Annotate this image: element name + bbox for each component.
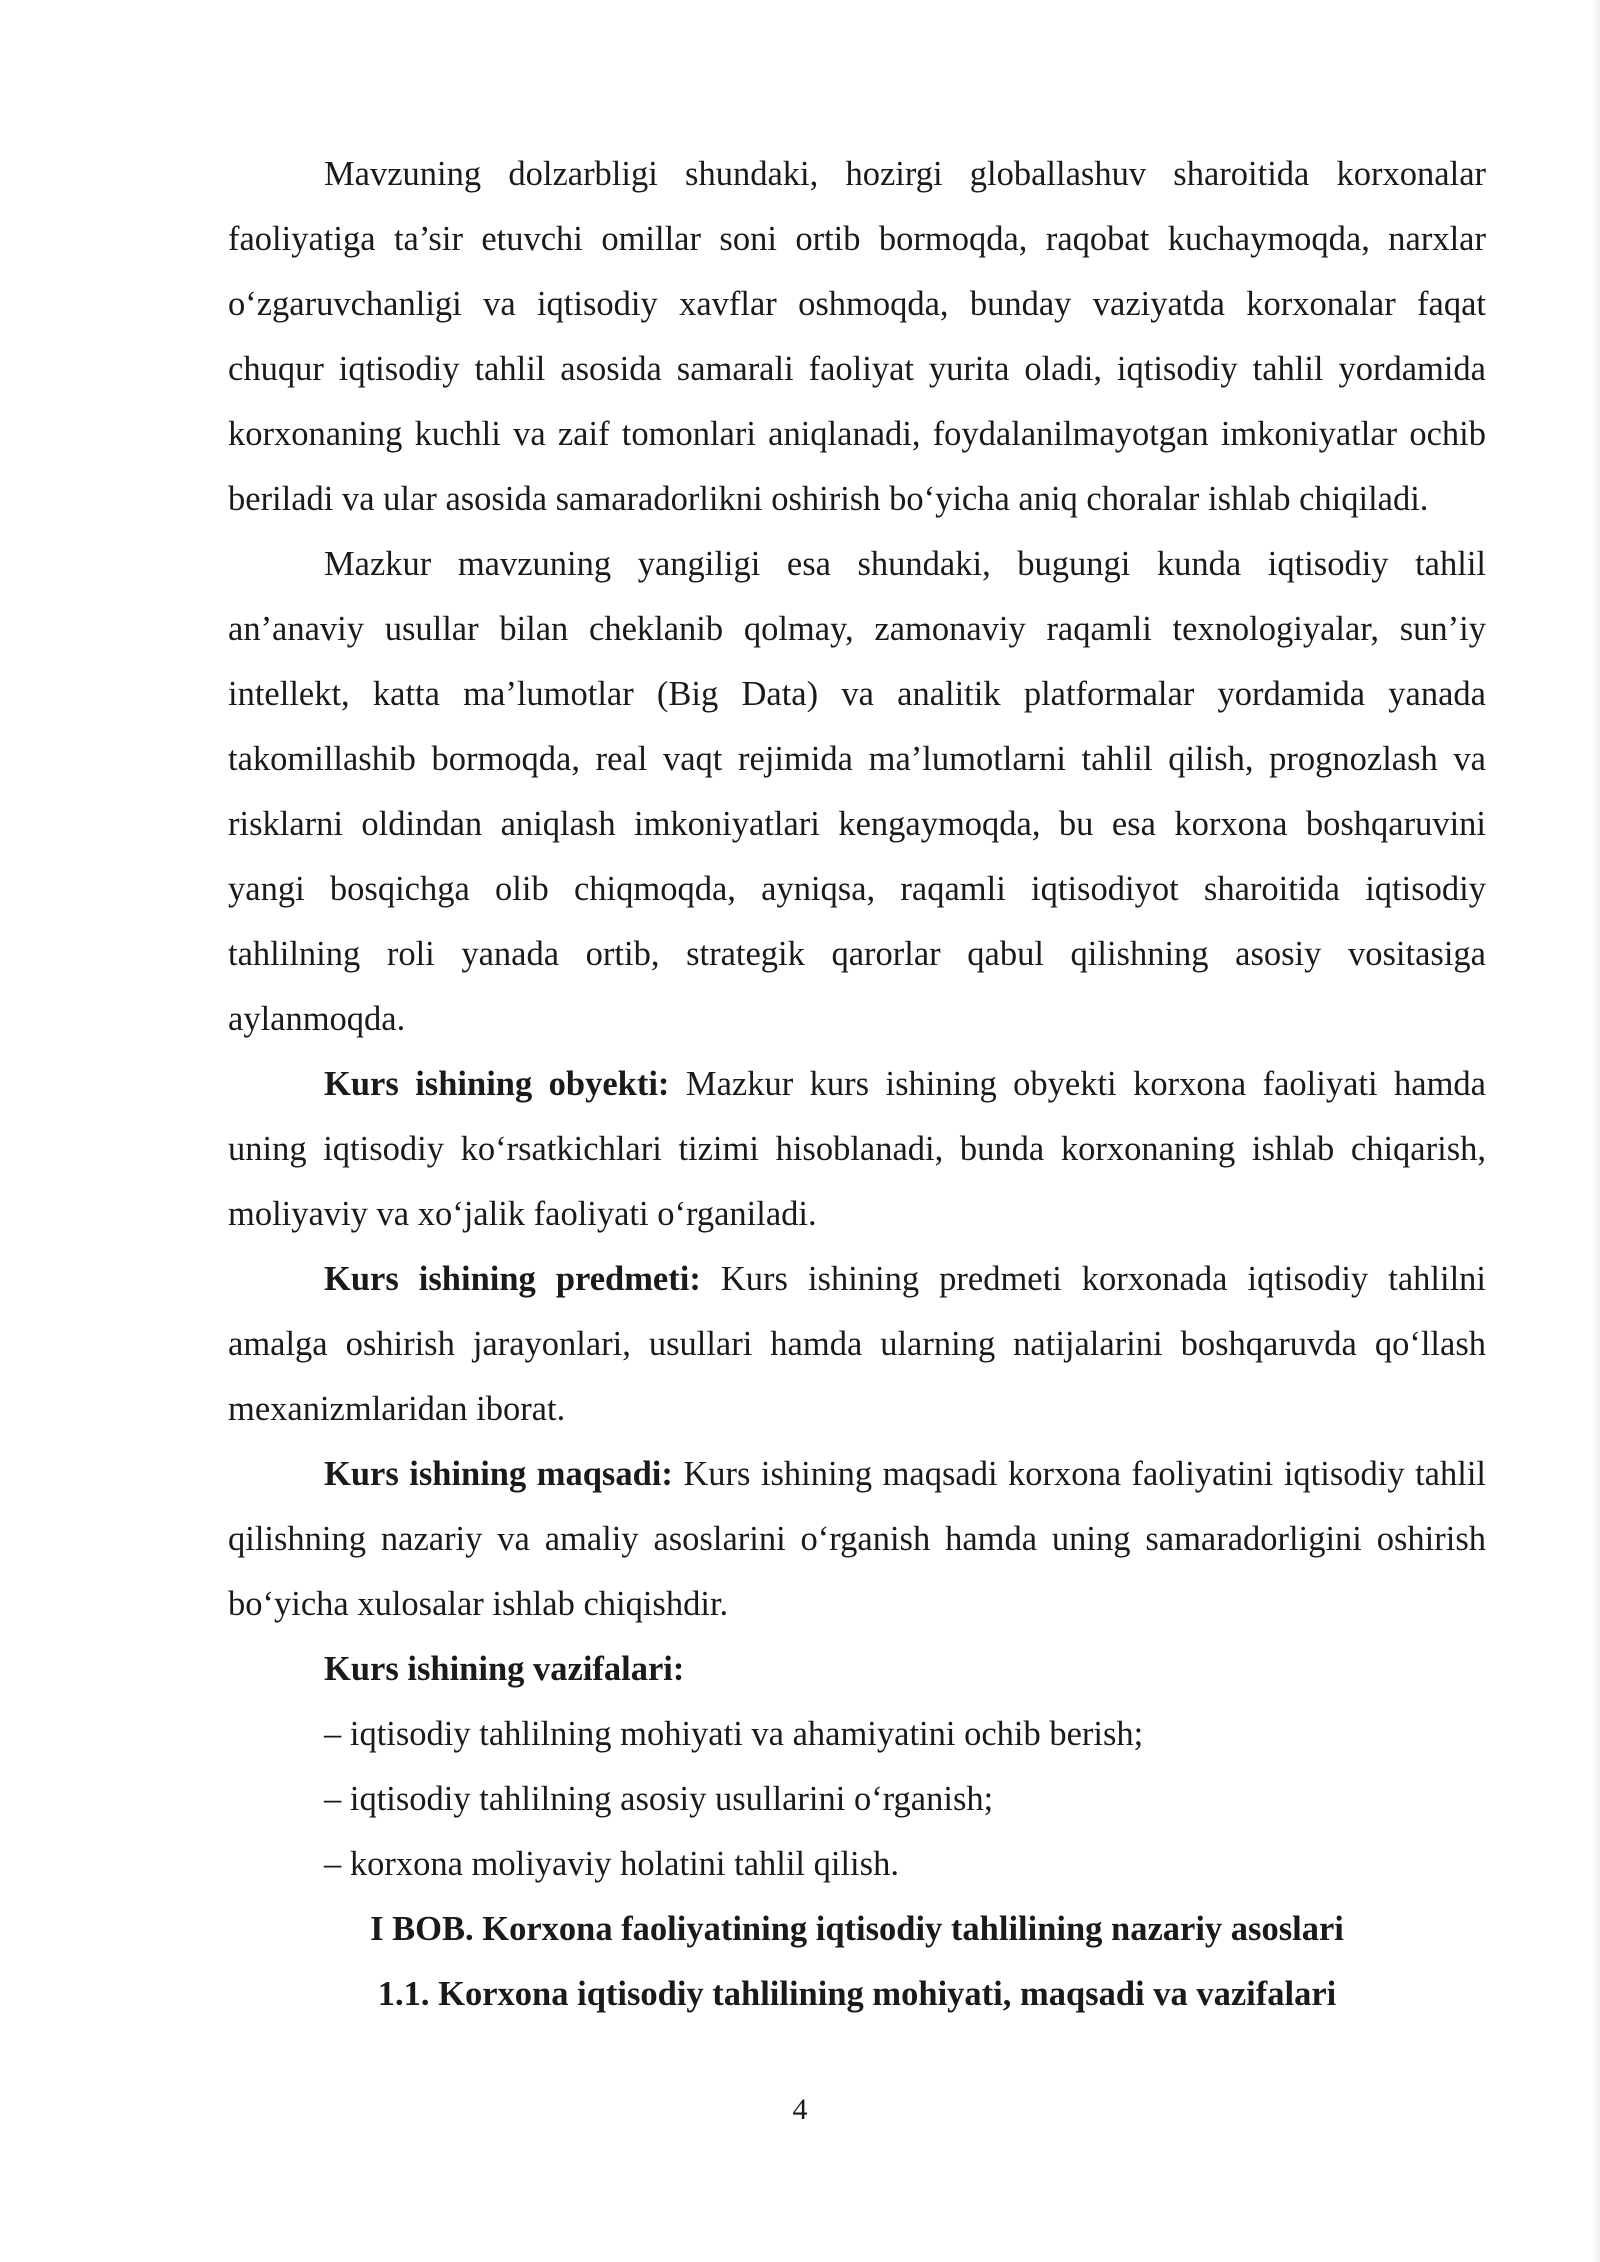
task-list-item: – korxona moliyaviy holatini tahlil qilish. [324, 1845, 899, 1883]
paragraph-text: Kurs ishining maqsadi korxona faoliyatini iqtisodiy tahlil qilishning nazariy va amaliy asoslarini o‘rganish hamda uning samaradorligini oshirish bo‘yicha xulosalar ishlab chiqishdir. [228, 1455, 1486, 1623]
page-number: 4 [792, 2093, 808, 2126]
task-list-item: – iqtisodiy tahlilning asosiy usullarini o‘rganish; [324, 1780, 994, 1818]
paragraph-lead: Kurs ishining maqsadi: [324, 1455, 673, 1493]
section-title: 1.1. Korxona iqtisodiy tahlilining mohiyati, maqsadi va vazifalari [377, 1975, 1337, 2013]
paragraph-text: Mavzuning dolzarbligi shundaki, hozirgi globallashuv sharoitida korxonalar faoliyatiga ta’sir etuvchi omillar soni ortib bormoqda, raqobat kuchaymoqda, narxlar o‘zgaruvchanligi va iqtisodiy xavflar oshmoqda, bunday vaziyatda korxonalar faqat chuqur iqtisodiy tahlil asosida samarali faoliyat yurita oladi, iqtisodiy tahlil yordamida korxonaning kuchli va zaif tomonlari aniqlanadi, foydalanilmayotgan imkoniyatlar ochib beriladi va ular asosida samaradorlikni oshirish bo‘yicha aniq choralar ishlab chiqiladi. [228, 155, 1486, 518]
tasks-heading: Kurs ishining vazifalari: [324, 1650, 685, 1688]
page-content [228, 142, 1486, 2027]
task-list-item: – iqtisodiy tahlilning mohiyati va ahamiyatini ochib berish; [324, 1715, 1144, 1753]
paragraph-text: Mazkur mavzuning yangiligi esa shundaki, bugungi kunda iqtisodiy tahlil an’anaviy usullar bilan cheklanib qolmay, zamonaviy raqamli texnologiyalar, sun’iy intellekt, katta ma’lumotlar (Big Data) va analitik platformalar yordamida yanada takomillashib bormoqda, real vaqt rejimida ma’lumotlarni tahlil qilish, prognozlash va risklarni oldindan aniqlash imkoniyatlari kengaymoqda, bu esa korxona boshqaruvini yangi bosqichga olib chiqmoqda, ayniqsa, raqamli iqtisodiyot sharoitida iqtisodiy tahlilning roli yanada ortib, strategik qarorlar qabul qilishning asosiy vositasiga aylanmoqda. [228, 545, 1486, 1038]
paragraph-object [228, 1052, 1486, 1247]
paragraph-goal [228, 1442, 1486, 1637]
paragraph-lead: Kurs ishining predmeti: [324, 1260, 701, 1298]
paragraph-relevance [228, 142, 1486, 532]
chapter-title: I BOB. Korxona faoliyatining iqtisodiy tahlilining nazariy asoslari [370, 1910, 1344, 1948]
paragraph-lead: Kurs ishining obyekti: [324, 1065, 670, 1103]
paragraph-text: Mazkur kurs ishining obyekti korxona faoliyati hamda uning iqtisodiy ko‘rsatkichlari tizimi hisoblanadi, bunda korxonaning ishlab chiqarish, moliyaviy va xo‘jalik faoliyati o‘rganiladi. [228, 1065, 1486, 1233]
page-edge-shadow [1592, 0, 1600, 2262]
paragraph-subject [228, 1247, 1486, 1442]
paragraph-text: Kurs ishining predmeti korxonada iqtisodiy tahlilni amalga oshirish jarayonlari, usullari hamda ularning natijalarini boshqaruvda qo‘llash mexanizmlaridan iborat. [228, 1260, 1486, 1428]
paragraph-novelty [228, 532, 1486, 1052]
